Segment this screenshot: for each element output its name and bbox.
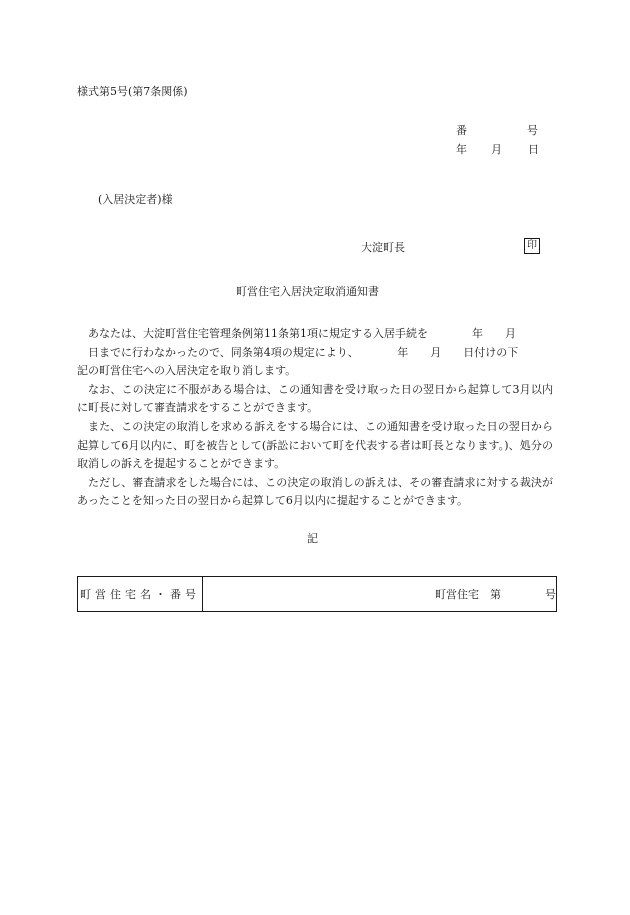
table-row — [78, 577, 557, 612]
number-suffix-label: 号 — [527, 124, 538, 137]
housing-name-label: 町営住宅名・番号 — [78, 577, 203, 612]
paragraph-1-line-2: 日までに行わなかったので、同条第4項の規定により、 年 月 日付けの下 — [88, 345, 519, 359]
housing-info-table — [77, 576, 557, 612]
ki-heading: 記 — [307, 532, 318, 545]
month-label: 月 — [491, 143, 502, 156]
document-title: 町営住宅入居決定取消通知書 — [236, 285, 379, 298]
paragraph-3: また、この決定の取消しを求める訴えをする場合には、この通知書を受け取った日の翌日から起算して6月以内に、町を被告として(訴訟において町を代表する者は町長となります。)、処分の取消しの訴えを提起することができます。 — [77, 419, 553, 471]
housing-name-value: 町営住宅 第 号 — [203, 577, 557, 612]
seal-stamp: 印 — [524, 238, 540, 254]
paragraph-1-line-1: あなたは、大淀町営住宅管理条例第11条第1項に規定する入居手続を 年 月 — [88, 327, 516, 340]
paragraph-1-line-3: 記の町営住宅への入居決定を取り消します。 — [77, 364, 297, 378]
notice-body — [77, 325, 553, 511]
year-label: 年 — [456, 143, 467, 156]
paragraph-4: ただし、審査請求をした場合には、この決定の取消しの訴えは、その審査請求に対する裁決があったことを知った日の翌日から起算して6月以内に提起することができます。 — [77, 475, 553, 508]
sender: 大淀町長 — [361, 241, 405, 254]
form-number: 様式第5号(第7条関係) — [77, 85, 188, 98]
day-label: 日 — [528, 143, 539, 156]
paragraph-2: なお、この決定に不服がある場合は、この通知書を受け取った日の翌日から起算して3月以内に町長に対して審査請求をすることができます。 — [77, 382, 553, 415]
recipient: (入居決定者)様 — [98, 193, 173, 206]
number-label: 番 — [456, 124, 467, 137]
